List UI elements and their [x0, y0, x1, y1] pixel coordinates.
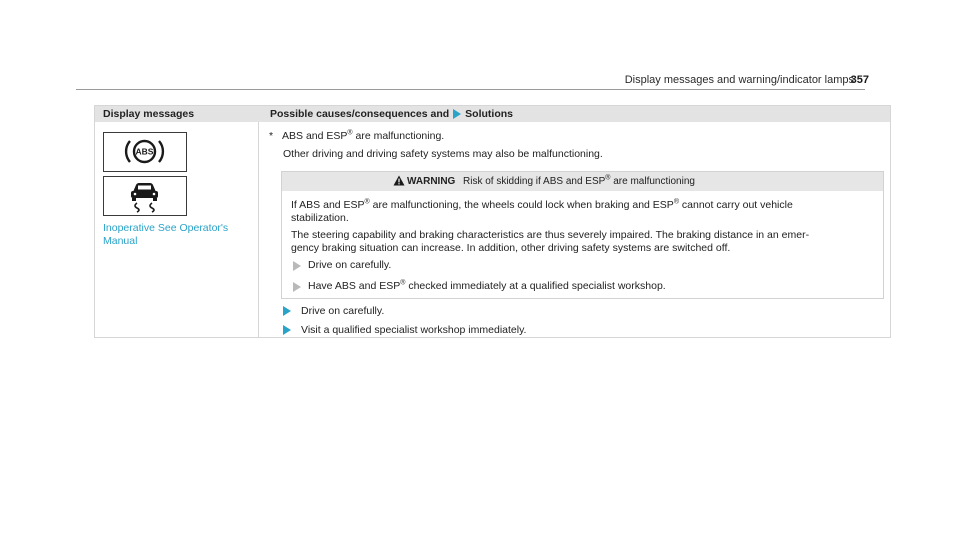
- warning-bullet-1: Drive on carefully.: [308, 259, 392, 271]
- solution-step-2: Visit a qualified specialist workshop immediately.: [301, 324, 527, 336]
- abs-icon-text: ABS: [135, 146, 154, 157]
- abs-lamp-svg: [104, 133, 185, 170]
- abs-warning-lamp-icon: [103, 132, 187, 172]
- column-header-solutions-text: Solutions: [465, 108, 514, 120]
- page-header: [0, 0, 960, 90]
- running-header-title: Display messages and warning/indicator lamps: [624, 74, 854, 86]
- warning-header: [282, 172, 883, 191]
- esp-lamp-svg: [104, 177, 185, 214]
- warning-paragraph-1-line-2: stabilization.: [291, 212, 349, 224]
- warning-paragraph-2-line-2: gency braking situation can increase. In addition, other driving safety systems are switched off.: [291, 242, 731, 254]
- warning-triangle-icon: [393, 175, 405, 186]
- warning-label: WARNING: [407, 176, 456, 187]
- solutions-arrow-icon: [453, 109, 461, 119]
- display-messages-table: [94, 105, 891, 338]
- header-rule: [76, 89, 865, 90]
- column-header-causes-text: Possible causes/consequences and: [270, 108, 450, 120]
- column-divider: [258, 122, 259, 337]
- column-header-causes: [270, 108, 513, 120]
- esp-skid-warning-lamp-icon: [103, 176, 187, 216]
- solution-step-1: Drive on carefully.: [301, 305, 385, 317]
- step-arrow-icon: [283, 306, 291, 316]
- warning-box: [281, 171, 884, 299]
- column-header-display-messages: Display messages: [103, 108, 195, 120]
- warning-bullet-2: Have ABS and ESP® checked immediately at a qualified specialist workshop.: [308, 279, 666, 292]
- table-header-row: [95, 106, 890, 122]
- page-number: 357: [850, 74, 869, 86]
- warning-paragraph-2-line-1: The steering capability and braking characteristics are thus severely impaired. The braking distance in an emer-: [291, 229, 810, 241]
- inoperative-message-link[interactable]: Inoperative See Operator's Manual: [103, 222, 229, 247]
- bullet-arrow-icon: [293, 282, 301, 292]
- cause-line-1: * ABS and ESP® are malfunctioning.: [269, 129, 445, 142]
- footnote-star: *: [269, 130, 274, 142]
- bullet-arrow-icon: [293, 261, 301, 271]
- step-arrow-icon: [283, 325, 291, 335]
- cause-line-2: Other driving and driving safety systems may also be malfunctioning.: [283, 148, 603, 160]
- warning-title: Risk of skidding if ABS and ESP® are malfunctioning: [463, 174, 695, 187]
- warning-paragraph-1-line-1: If ABS and ESP® are malfunctioning, the wheels could lock when braking and ESP® cannot carry out vehicle: [291, 198, 793, 211]
